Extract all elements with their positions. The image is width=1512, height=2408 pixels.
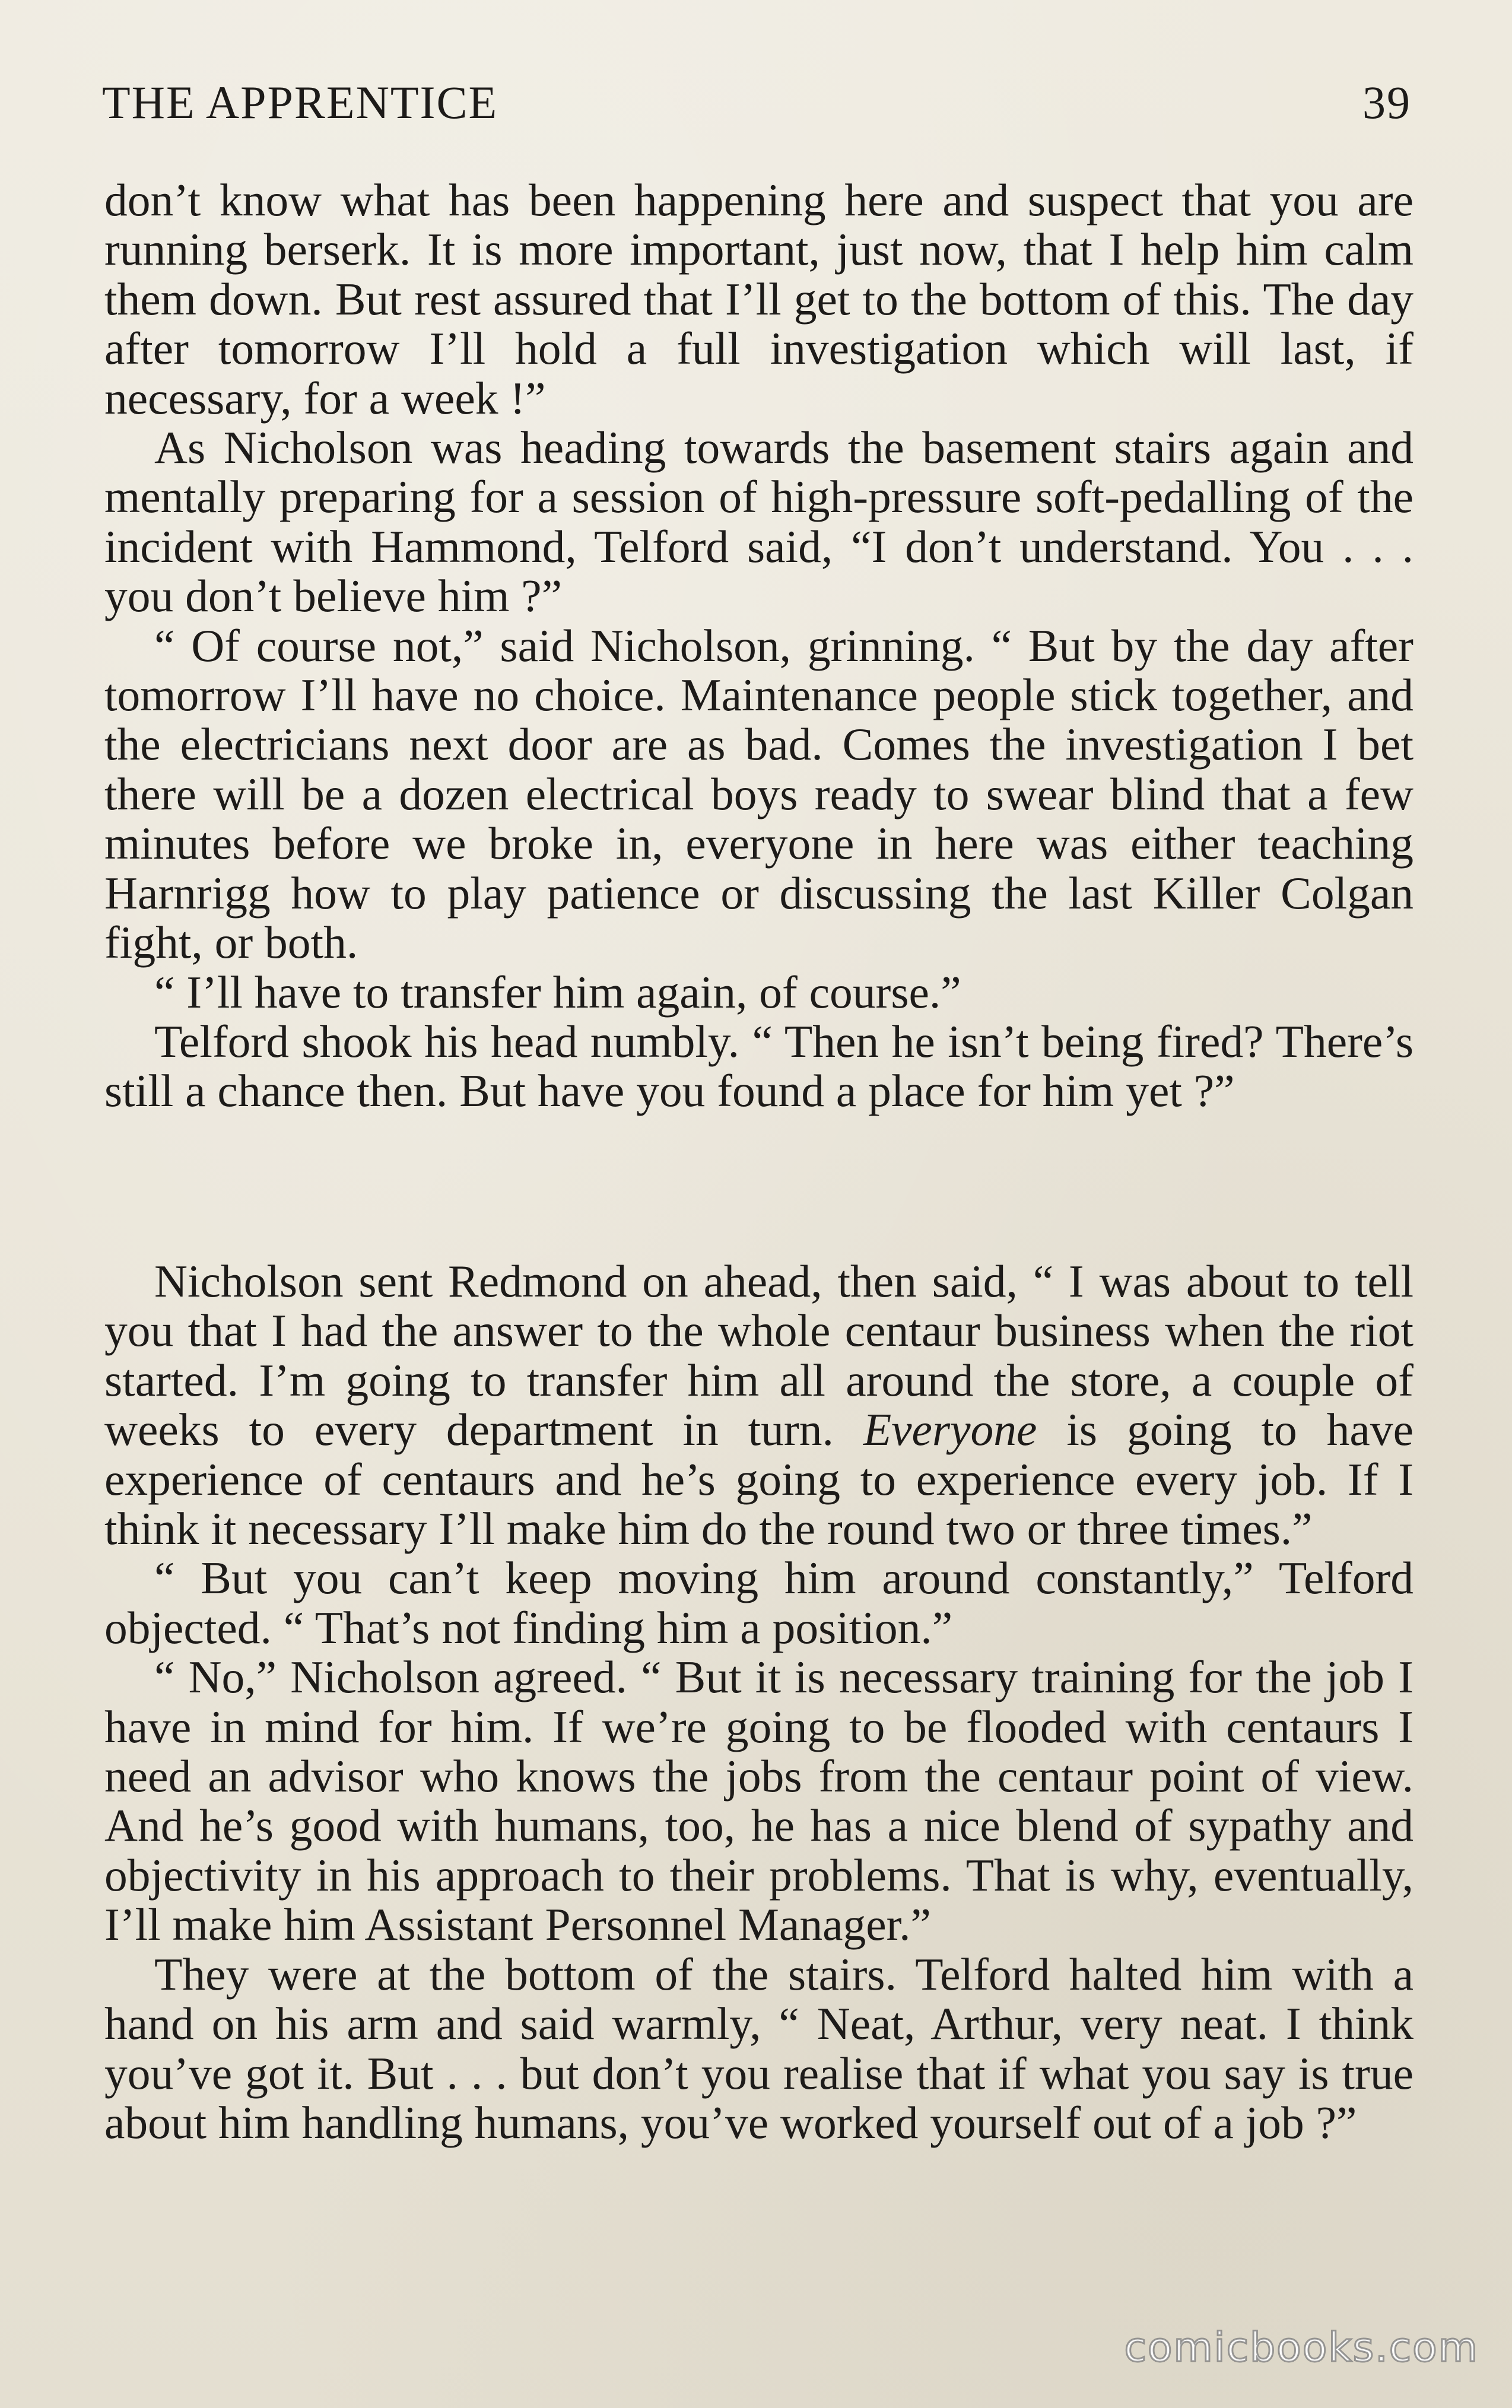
running-header bbox=[102, 76, 1411, 129]
paragraph-continuation: don’t know what has been happening here and suspect that you are running berserk. It is more important, just now, that I help him calm them down. But rest assured that I’ll get to the bottom of this. The day after tomorrow I’ll hold a full investigation which will last, if necessary, for a week !” bbox=[104, 174, 1413, 424]
paragraph: “ No,” Nicholson agreed. “ But it is necessary training for the job I have in mind for him. If we’re going to be flooded with centaurs I need an advisor who knows the jobs from the centaur point of view. And he’s good with humans, too, he has a nice blend of sypathy and objectivity in his approach to their problems. That is why, eventually, I’ll make him Assistant Personnel Manager.” bbox=[104, 1651, 1413, 1950]
text-section-one bbox=[104, 176, 1413, 1116]
page-number: 39 bbox=[1362, 77, 1411, 128]
paragraph: “ Of course not,” said Nicholson, grinning. “ But by the day after tomorrow I’ll have no choice. Maintenance people stick together, and the electricians next door are as bad. Comes the investigation I bet there will be a dozen electrical boys ready to swear blind that a few minutes before we broke in, everyone in here was either teaching Harnrigg how to play patience or discussing the last Killer Colgan fight, or both. bbox=[104, 620, 1413, 968]
paragraph: As Nicholson was heading towards the basement stairs again and mentally preparing for a session of high-pressure soft-pedalling of the incident with Hammond, Telford said, “I don’t understand. You . . . you don’t believe him ?” bbox=[104, 422, 1413, 622]
paragraph: They were at the bottom of the stairs. Telford halted him with a hand on his arm and said warmly, “ Neat, Arthur, very neat. I think you’ve got it. But . . . but don’t you realise that if what you say is true about him handling humans, you’ve worked yourself out of a job ?” bbox=[104, 1948, 1413, 2148]
paragraph: “ But you can’t keep moving him around constantly,” Telford objected. “ That’s not finding him a position.” bbox=[104, 1552, 1413, 1653]
text-section-two bbox=[104, 1257, 1413, 2147]
watermark: comicbooks.com bbox=[1124, 2324, 1479, 2371]
paragraph: “ I’ll have to transfer him again, of course.” bbox=[154, 966, 961, 1018]
paragraph-text: is going to have experience of centaurs and he’s going to experience every job. If I think it necessary I’ll make him do the round two or three times.” bbox=[104, 1404, 1413, 1555]
emphasis-text: Everyone bbox=[863, 1404, 1037, 1456]
paragraph-text: Nicholson sent Redmond on ahead, then said, “ I was about to tell you that I had the answer to the whole centaur business when the riot started. I’m going to transfer him all around the store, a couple of weeks to every department in turn. bbox=[104, 1256, 1413, 1456]
paragraph: Telford shook his head numbly. “ Then he isn’t being fired? There’s still a chance then. But have you found a place for him yet ?” bbox=[104, 1015, 1413, 1117]
paragraph bbox=[104, 1257, 1413, 1554]
running-title: THE APPRENTICE bbox=[102, 77, 498, 128]
